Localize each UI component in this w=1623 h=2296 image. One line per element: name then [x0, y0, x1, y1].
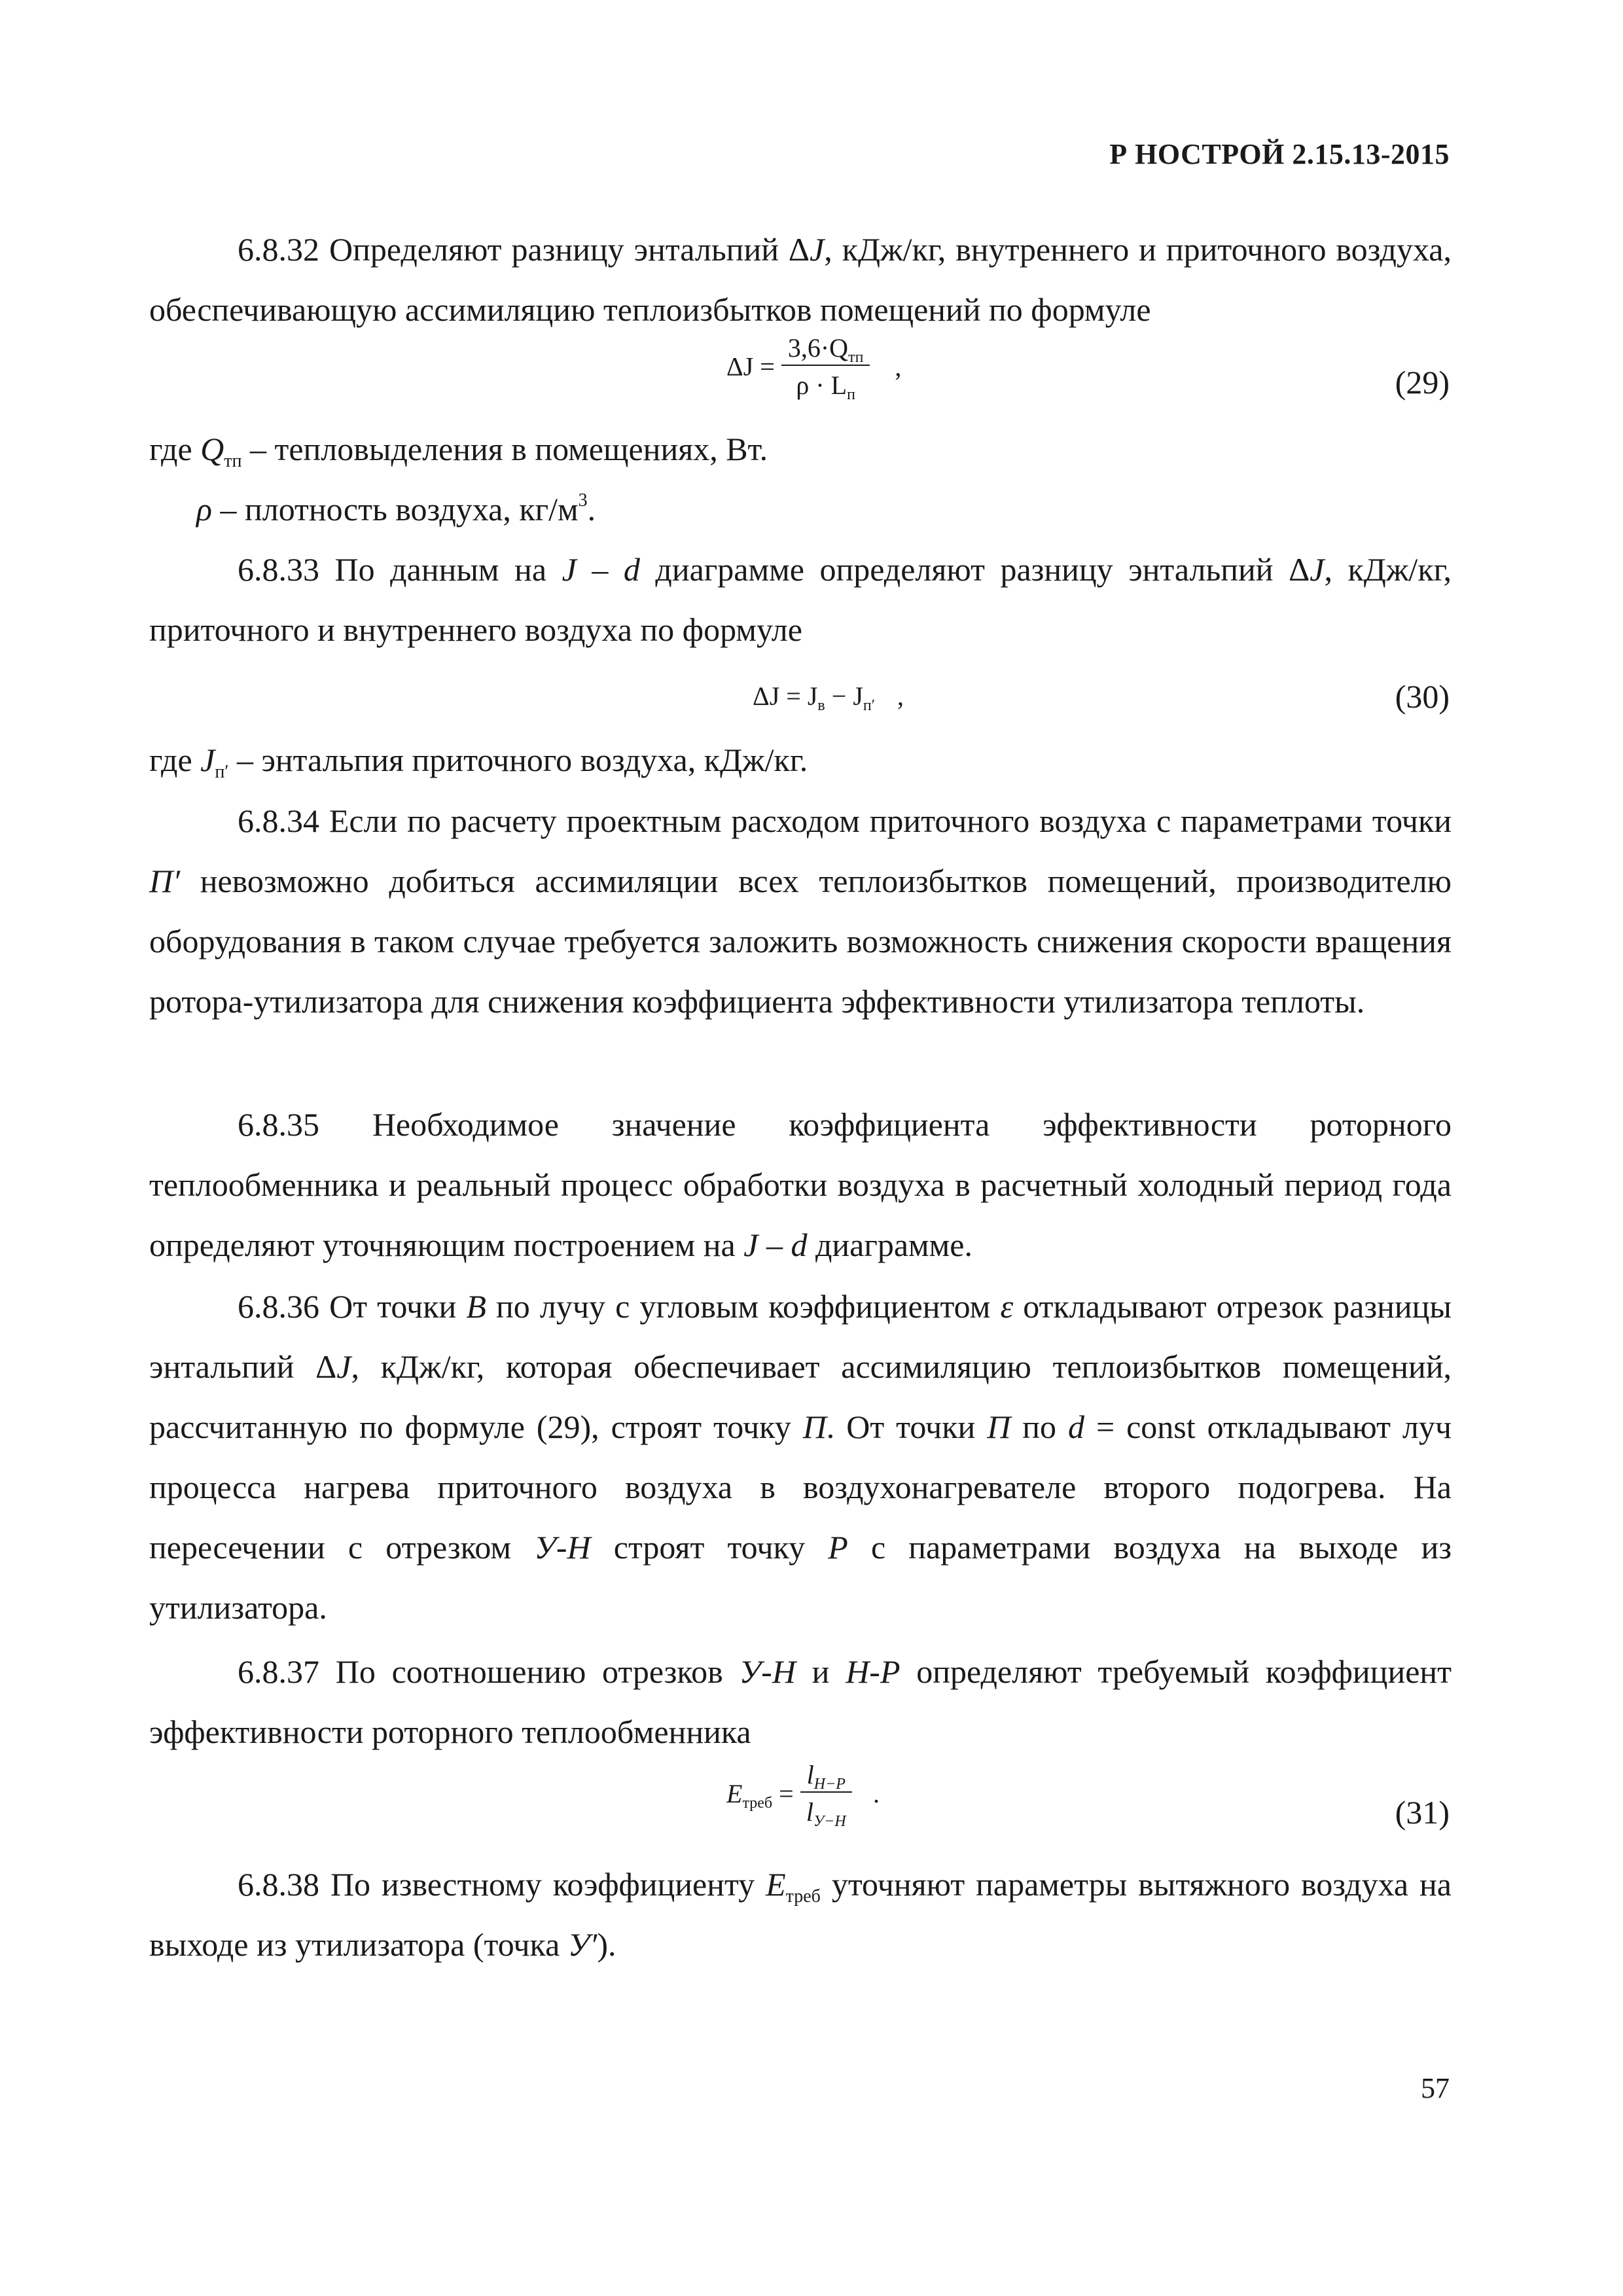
equation-number-30: (30) [1395, 678, 1450, 715]
formula-30-legend: где $J_{п'}$ – энтальпия приточного воздуха, кДж/кг. [149, 742, 808, 782]
paragraph-6-8-36: 6.8.36 От точки В по лучу с угловым коэффициентом ε откладывают отрезок разницы энтальпий ΔJ, кДж/кг, которая обеспечивает ассимиляцию теплоизбытков помещений, рассчитанную по формуле (29), строят точку П. От точки П по d = const откладывают луч процесса нагрева приточного воздуха в воздухонагревателе второго подогрева. На пересечении с отрезком У-Н строят точку Р с параметрами воздуха на выходе из утилизатора. [149, 1288, 1452, 1626]
page-number: 57 [1421, 2072, 1450, 2104]
formula-29: ΔJ = $\frac{3,6\cdot Q_{тп}}{\rho \cdot L_п}$ , [726, 333, 902, 403]
equation-number-29: (29) [1395, 364, 1450, 401]
paragraph-6-8-37: 6.8.37 По соотношению отрезков У-Н и Н-Р определяют требуемый коэффициент эффективности роторного теплообменника [149, 1653, 1452, 1750]
formula-29-legend-q: где $Q_{тп}$ – тепловыделения в помещениях, Вт. [149, 431, 768, 471]
equation-number-31: (31) [1395, 1794, 1450, 1831]
paragraph-6-8-38: 6.8.38 По известному коэффициенту $E_{треб}$ уточняют параметры вытяжного воздуха на выходе из утилизатора (точка У′). [149, 1866, 1452, 1963]
paragraph-6-8-33: 6.8.33 По данным на J – d диаграмме определяют разницу энтальпий ΔJ, кДж/кг, приточного и внутреннего воздуха по формуле [149, 551, 1452, 648]
document-code-header: Р НОСТРОЙ 2.15.13-2015 [1109, 138, 1450, 170]
formula-31: $E_{треб}$ = $\frac{l_{Н-Р}}{l_{У-Н}}$ . [726, 1760, 880, 1830]
paragraph-6-8-32: 6.8.32 Определяют разницу энтальпий ΔJ, кДж/кг, внутреннего и приточного воздуха, обеспечивающую ассимиляцию теплоизбытков помещений по формуле [149, 231, 1452, 328]
paragraph-6-8-34: 6.8.34 Если по расчету проектным расходом приточного воздуха с параметрами точки П′ невозможно добиться ассимиляции всех теплоизбытков помещений, производителю оборудования в таком случае требуется заложить возможность снижения скорости вращения ротора-утилизатора для снижения коэффициента эффективности утилизатора теплоты. [149, 802, 1452, 1020]
formula-29-legend-rho: ρ – плотность воздуха, $кг/м^3$. [196, 490, 596, 528]
paragraph-6-8-35: 6.8.35 Необходимое значение коэффициента эффективности роторного теплообменника и реальный процесс обработки воздуха в расчетный холодный период года определяют уточняющим построением на J – d диаграмме. [149, 1106, 1452, 1263]
formula-30: $\Delta J = J_в - J_{п'}$ , [753, 681, 904, 714]
